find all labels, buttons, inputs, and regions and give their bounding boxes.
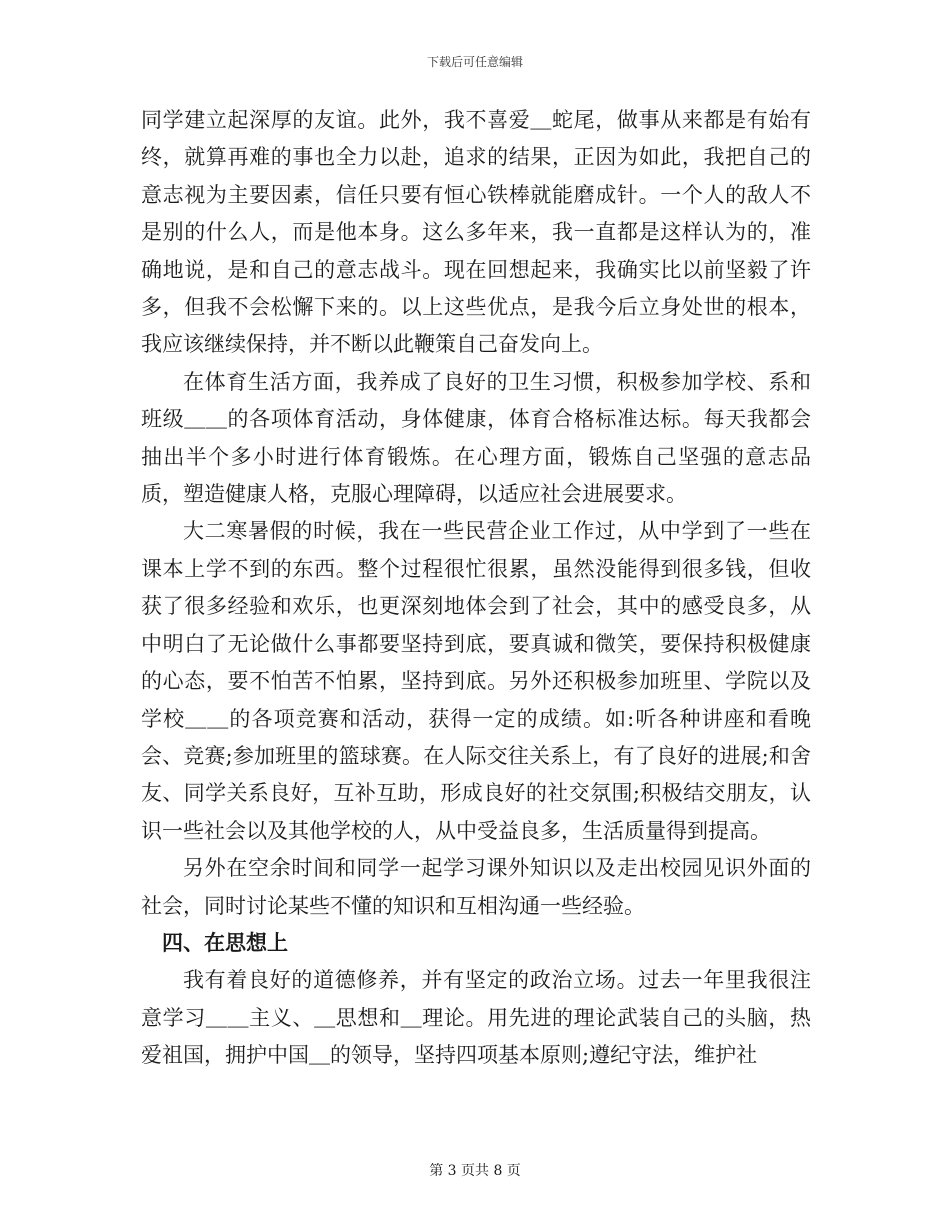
- paragraph-vacation-work: 大二寒暑假的时候，我在一些民营企业工作过，从中学到了一些在课本上学不到的东西。整个过程很忙很累，虽然没能得到很多钱，但收获了很多经验和欢乐，也更深刻地体会到了社会，其中的感受良多，从中明白了无论做什么事都要坚持到底，要真诚和微笑，要保持积极健康的心态，要不怕苦不怕累，坚持到底。另外还积极参加班里、学院以及学校＿＿的各项竞赛和活动，获得一定的成绩。如:听各种讲座和看晚会、竞赛;参加班里的篮球赛。在人际交往关系上，有了良好的进展;和舍友、同学关系良好，互补互助，形成良好的社交氛围;积极结交朋友，认识一些社会以及其他学校的人，从中受益良多，生活质量得到提高。: [141, 519, 811, 843]
- document-body: [141, 102, 811, 1075]
- paragraph-continuation: 同学建立起深厚的友谊。此外，我不喜爱＿蛇尾，做事从来都是有始有终，就算再难的事也全力以赴，追求的结果，正因为如此，我把自己的意志视为主要因素，信任只要有恒心铁棒就能磨成针。一个人的敌人不是别的什么人，而是他本身。这么多年来，我一直都是这样认为的，准确地说，是和自己的意志战斗。现在回想起来，我确实比以前坚毅了许多，但我不会松懈下来的。以上这些优点，是我今后立身处世的根本，我应该继续保持，并不断以此鞭策自己奋发向上。: [141, 108, 811, 357]
- page-number: 第 3 页共 8 页: [429, 1163, 521, 1179]
- paragraph-spare-time: 另外在空余时间和同学一起学习课外知识以及走出校园见识外面的社会，同时讨论某些不懂的知识和互相沟通一些经验。: [141, 856, 811, 918]
- paragraph-sports: 在体育生活方面，我养成了良好的卫生习惯，积极参加学校、系和班级＿＿的各项体育活动，身体健康，体育合格标准达标。每天我都会抽出半个多小时进行体育锻炼。在心理方面，锻炼自己坚强的意志品质，塑造健康人格，克服心理障碍，以适应社会进展要求。: [141, 369, 811, 507]
- paragraph-morality: 我有着良好的道德修养，并有坚定的政治立场。过去一年里我很注意学习＿＿主义、＿思想和＿理论。用先进的理论武装自己的头脑，热爱祖国，拥护中国＿的领导，坚持四项基本原则;遵纪守法，维护社: [141, 968, 811, 1068]
- page-header: 下载后可任意编辑: [426, 55, 523, 69]
- section-heading-thought: 四、在思想上: [162, 930, 288, 955]
